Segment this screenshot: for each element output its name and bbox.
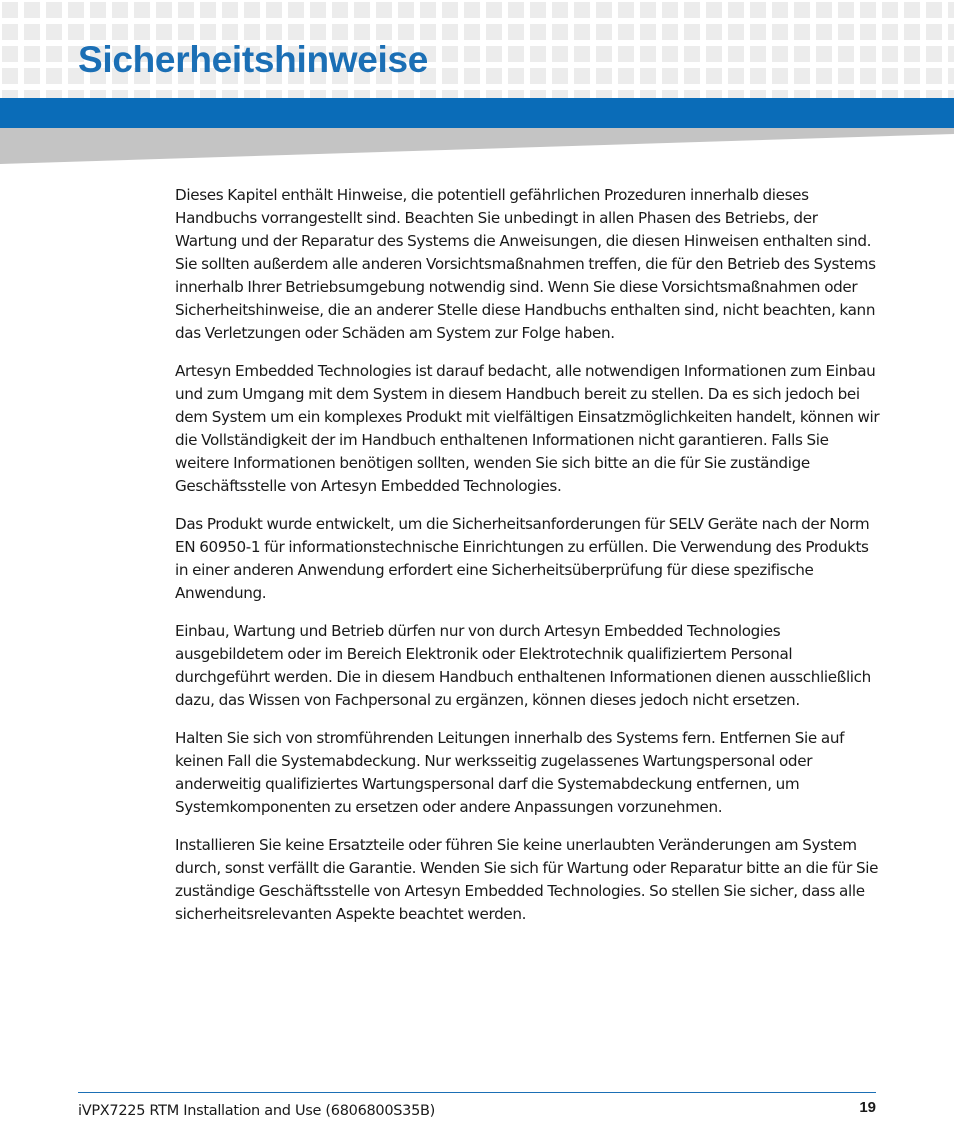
footer-rule xyxy=(78,1092,876,1093)
paragraph-live-circuits: Halten Sie sich von stromführenden Leitungen innerhalb des Systems fern. Entfernen Sie auf keinen Fall die Systemabdeckung. Nur werksseitig zugelassenes Wartungspersonal oder anderweitig qualifiziertes Wartungspersonal darf die Systemabdeckung entfernen, um Systemkomponenten zu ersetzen oder andere Anpassungen vorzunehmen. xyxy=(175,729,845,816)
paragraph-selv: Das Produkt wurde entwickelt, um die Sicherheitsanforderungen für SELV Geräte nach der Norm EN 60950-1 für informationstechnische Einrichtungen zu erfüllen. Die Verwendung des Produkts in einer anderen Anwendung erfordert eine Sicherheitsüberprüfung für diese spezifische Anwendung. xyxy=(175,515,870,602)
footer-document-title: iVPX7225 RTM Installation and Use (6806800S35B) xyxy=(78,1103,436,1119)
paragraph-modifications: Installieren Sie keine Ersatzteile oder führen Sie keine unerlaubten Veränderungen am System durch, sonst verfällt die Garantie. Wenden Sie sich für Wartung oder Reparatur bitte an die für Sie zuständige Geschäftsstelle von Artesyn Embedded Technologies. So stellen Sie sicher, dass alle sicherheitsrelevanten Aspekte beachtet werden. xyxy=(175,836,879,923)
header-blue-bar xyxy=(0,98,954,128)
paragraph-intro: Dieses Kapitel enthält Hinweise, die potentiell gefährlichen Prozeduren innerhalb dieses Handbuchs vorrangestellt sind. Beachten Sie unbedingt in allen Phasen des Betriebs, der Wartung und der Reparatur des Systems die Anweisungen, die diesen Hinweisen enthalten sind. Sie sollten außerdem alle anderen Vorsichtsmaßnahmen treffen, die für den Betrieb des Systems innerhalb Ihrer Betriebsumgebung notwendig sind. Wenn Sie diese Vorsichtsmaßnahmen oder Sicherheitshinweise, die an anderer Stelle diese Handbuchs enthalten sind, nicht beachten, kann das Verletzungen oder Schäden am System zur Folge haben. xyxy=(175,186,876,342)
header-gray-wedge xyxy=(0,128,954,164)
paragraph-information: Artesyn Embedded Technologies ist darauf bedacht, alle notwendigen Informationen zum Einbau und zum Umgang mit dem System in diesem Handbuch bereit zu stellen. Da es sich jedoch bei dem System um ein komplexes Produkt mit vielfältigen Einsatzmöglichkeiten handelt, können wir die Vollständigkeit der im Handbuch enthaltenen Informationen nicht garantieren. Falls Sie weitere Informationen benötigen sollten, wenden Sie sich bitte an die für Sie zuständige Geschäftsstelle von Artesyn Embedded Technologies. xyxy=(175,362,880,495)
body-text xyxy=(175,184,880,941)
paragraph-personnel: Einbau, Wartung und Betrieb dürfen nur von durch Artesyn Embedded Technologies ausgebildetem oder im Bereich Elektronik oder Elektrotechnik qualifiziertem Personal durchgeführt werden. Die in diesem Handbuch enthaltenen Informationen dienen ausschließlich dazu, das Wissen von Fachpersonal zu ergänzen, können dieses jedoch nicht ersetzen. xyxy=(175,622,871,709)
page-title: Sicherheitshinweise xyxy=(78,39,429,80)
page-number: 19 xyxy=(859,1099,876,1116)
